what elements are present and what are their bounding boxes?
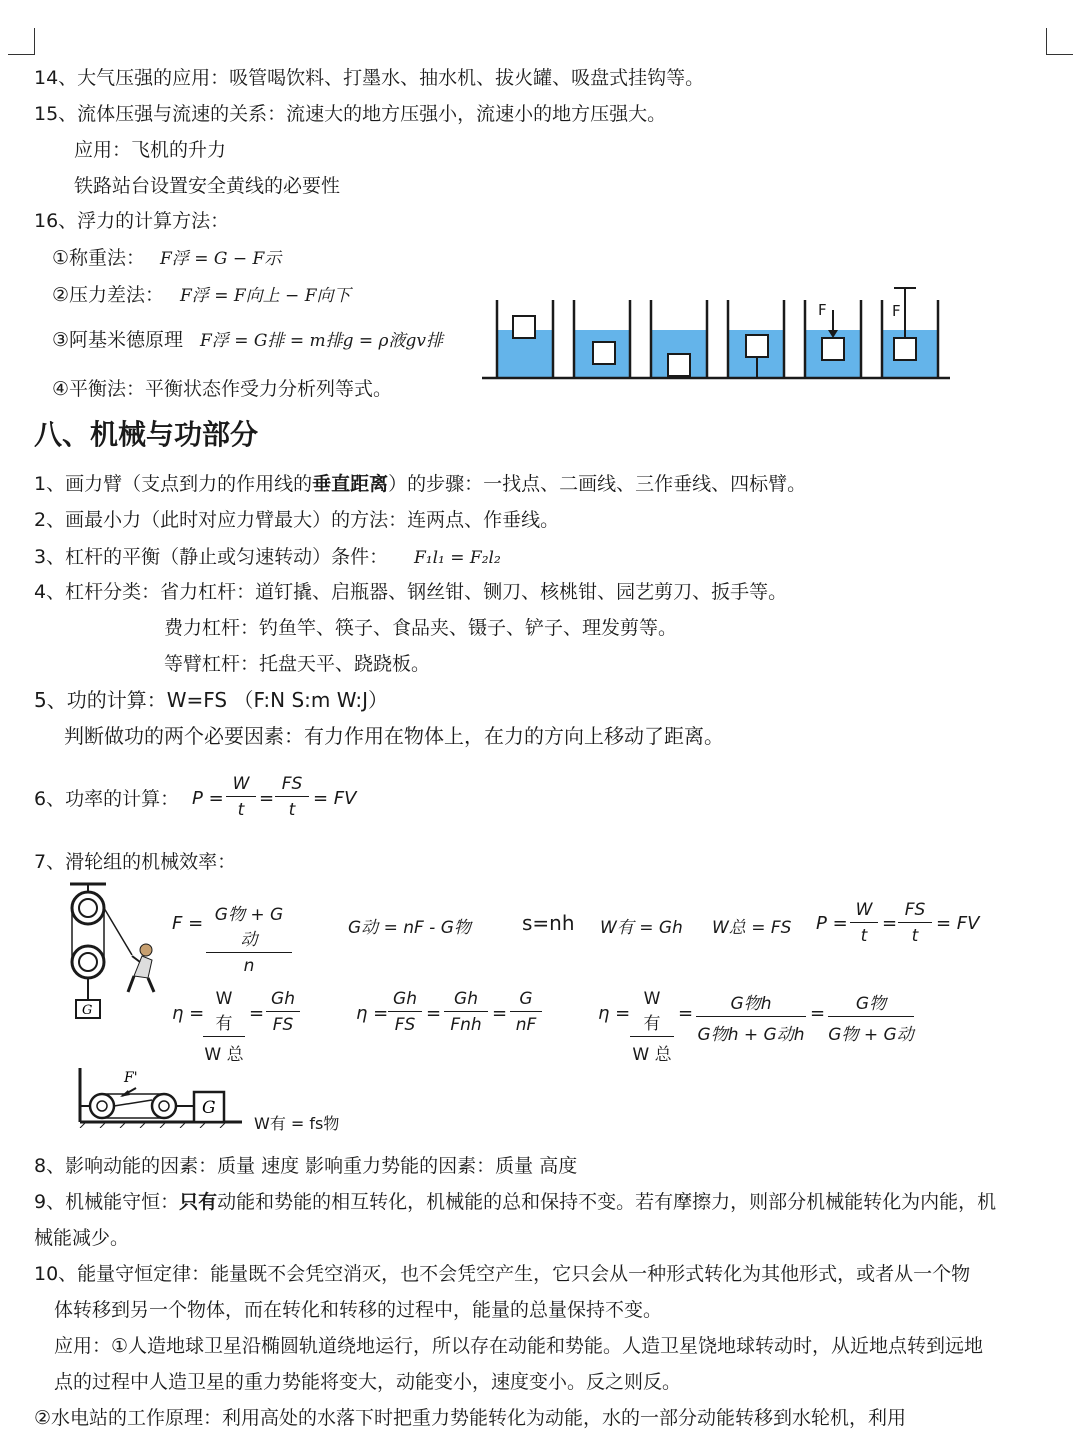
e2-frac-3-num: G: [510, 989, 542, 1012]
power-frac-2-num: FS: [275, 774, 309, 797]
e3-frac-3-num: G物: [828, 989, 914, 1017]
point-10-d: 点的过程中人造卫星的重力势能将变大，动能变小，速度变小。反之则反。: [54, 1371, 682, 1393]
e2-frac-3: [510, 989, 542, 1035]
point-9: [34, 1190, 996, 1214]
s-nh-formula: s=nh: [522, 911, 575, 935]
e2-eq-2: =: [492, 1003, 508, 1024]
e3-frac-1-num: W 有: [630, 989, 674, 1037]
e3-frac-3: [828, 989, 914, 1045]
buoyancy-diagram: [480, 280, 955, 385]
eta-3: η =: [598, 1003, 631, 1024]
power-frac-1-num: W: [226, 774, 256, 797]
p2-frac-2-num: FS: [898, 900, 932, 923]
line-15-app: 应用：飞机的升力: [74, 139, 227, 161]
power-eq: =: [259, 788, 275, 809]
point-10-e: ②水电站的工作原理：利用高处的水落下时把重力势能转化为动能，水的一部分动能转移到水轮机，利用: [34, 1407, 907, 1429]
point-2: 2、画最小力（此时对应力臂最大）的方法：连两点、作垂线。: [34, 509, 560, 531]
horizontal-force-label: F': [124, 1070, 138, 1086]
eta-2: η =: [356, 1003, 389, 1024]
point-4-c: 等臂杠杆：托盘天平、跷跷板。: [164, 653, 431, 675]
e1-frac-1-den: W 总: [204, 1045, 244, 1065]
e3-eq-1: =: [678, 1003, 694, 1024]
method-1-formula: F浮 = G − F示: [160, 249, 282, 269]
point-10-c: 应用：①人造地球卫星沿椭圆轨道绕地运行，所以存在动能和势能。人造卫星饶地球转动时，从近地点转到远地: [54, 1335, 984, 1357]
point-3-formula: F₁l₁ = F₂l₂: [414, 548, 501, 568]
p2-frac-2: [898, 900, 932, 946]
e1-frac-2-num: Gh: [266, 989, 300, 1012]
e1-frac-2-den: FS: [272, 1015, 294, 1035]
p2-frac-2-den: t: [911, 926, 919, 946]
f-lhs: F =: [172, 913, 204, 934]
point-9-c: 动能和势能的相互转化，机械能的总和保持不变。若有摩擦力，则部分机械能转化为内能，机: [217, 1191, 997, 1213]
line-15-app2: 铁路站台设置安全黄线的必要性: [74, 175, 341, 197]
p2-lhs: P =: [816, 913, 848, 934]
method-2-formula: F浮 = F向上 − F向下: [180, 286, 351, 306]
point-4-b: 费力杠杆：钓鱼竿、筷子、食品夹、镊子、铲子、理发剪等。: [164, 617, 678, 639]
e2-frac-3-den: nF: [515, 1015, 537, 1035]
e3-frac-1-den: W 总: [632, 1045, 672, 1065]
power-frac-1-den: t: [237, 800, 245, 820]
e1-frac-1-num: W 有: [203, 989, 245, 1037]
method-3-formula: F浮 = G排 = m排g = ρ液gv排: [200, 331, 444, 351]
point-5: 5、功的计算：W=FS （F:N S:m W:J）: [34, 688, 388, 712]
force-label-f1: F: [818, 301, 827, 319]
point-10-b: 体转移到另一个物体，而在转化和转移的过程中，能量的总量保持不变。: [54, 1299, 663, 1321]
e1-frac-1: [203, 989, 245, 1065]
point-9-d: 械能减少。: [34, 1227, 130, 1249]
point-8: 8、影响动能的因素：质量 速度 影响重力势能的因素：质量 高度: [34, 1155, 578, 1177]
g-dong-formula: G动 = nF - G物: [348, 918, 471, 938]
e3-frac-2: [696, 989, 806, 1045]
point-1-bold: 垂直距离: [312, 473, 389, 495]
eta-1: η =: [172, 1003, 205, 1024]
crop-mark-right: [1046, 28, 1073, 55]
p2-frac-1-den: t: [860, 926, 868, 946]
e2-frac-1-num: Gh: [388, 989, 422, 1012]
power-frac-1: [226, 774, 256, 820]
point-7: 7、滑轮组的机械效率：: [34, 851, 237, 873]
e3-frac-2-num: G物h: [696, 989, 806, 1017]
e2-frac-1: [388, 989, 422, 1035]
point-5-b: 判断做功的两个必要因素：有力作用在物体上，在力的方向上移动了距离。: [64, 724, 724, 748]
method-3-label: ③阿基米德原理: [52, 329, 184, 351]
e3-eq-2: =: [810, 1003, 826, 1024]
point-1: [34, 472, 806, 496]
point-6: 6、功率的计算：: [34, 788, 180, 810]
line-15: 15、流体压强与流速的关系：流速大的地方压强小，流速小的地方压强大。: [34, 103, 667, 125]
method-4: ④平衡法：平衡状态作受力分析列等式。: [52, 378, 393, 400]
point-9-a: 9、机械能守恒：: [34, 1191, 180, 1213]
p2-eq: =: [882, 913, 898, 934]
e2-frac-2: [444, 989, 488, 1035]
w-fs-formula: W有 = fs物: [254, 1114, 340, 1133]
point-10-a: 10、能量守恒定律：能量既不会凭空消灭，也不会凭空产生，它只会从一种形式转化为其他形式，或者从一个物: [34, 1263, 971, 1285]
point-4: 4、杠杆分类：省力杠杆：道钉撬、启瓶器、钢丝钳、铡刀、核桃钳、园艺剪刀、扳手等。: [34, 581, 788, 603]
pulley-weight-label: G: [82, 1003, 93, 1018]
power-lhs: P =: [192, 788, 224, 809]
force-label-f2: F: [892, 302, 901, 320]
e3-frac-2-den: G物h + G动h: [697, 1025, 805, 1045]
power-frac-2-den: t: [288, 800, 296, 820]
horizontal-pulley-illustration: [76, 1066, 246, 1128]
power-rhs: = FV: [313, 788, 357, 809]
f-frac-den: n: [243, 956, 255, 976]
w-you-formula: W有 = Gh: [600, 918, 683, 938]
horizontal-weight-label: G: [202, 1098, 216, 1118]
point-9-bold: 只有: [179, 1191, 218, 1213]
line-16: 16、浮力的计算方法：: [34, 210, 230, 232]
e2-frac-2-num: Gh: [444, 989, 488, 1012]
p2-frac-1: [850, 900, 878, 946]
pulley-illustration: [62, 880, 162, 1025]
e2-frac-1-den: FS: [394, 1015, 416, 1035]
f-frac: [206, 900, 292, 976]
w-zong-formula: W总 = FS: [712, 918, 792, 938]
power-frac-2: [275, 774, 309, 820]
e2-eq-1: =: [426, 1003, 442, 1024]
e1-frac-2: [266, 989, 300, 1035]
p2-frac-1-num: W: [850, 900, 878, 923]
point-1-c: ）的步骤：一找点、二画线、三作垂线、四标臂。: [388, 473, 807, 495]
point-1-a: 1、画力臂（支点到力的作用线的: [34, 473, 313, 495]
e3-frac-3-den: G物 + G动: [828, 1025, 914, 1045]
point-3: 3、杠杆的平衡（静止或匀速转动）条件：: [34, 546, 389, 568]
crop-mark-left: [8, 28, 35, 55]
method-1-label: ①称重法：: [52, 247, 146, 269]
method-2-label: ②压力差法：: [52, 284, 165, 306]
e1-eq: =: [249, 1003, 265, 1024]
line-14: 14、大气压强的应用：吸管喝饮料、打墨水、抽水机、拔火罐、吸盘式挂钩等。: [34, 67, 705, 89]
section-heading: 八、机械与功部分: [34, 418, 259, 451]
p2-rhs: = FV: [936, 913, 980, 934]
f-frac-num: G物 + G动: [206, 900, 292, 953]
e2-frac-2-den: Fnh: [450, 1015, 482, 1035]
e3-frac-1: [630, 989, 674, 1065]
